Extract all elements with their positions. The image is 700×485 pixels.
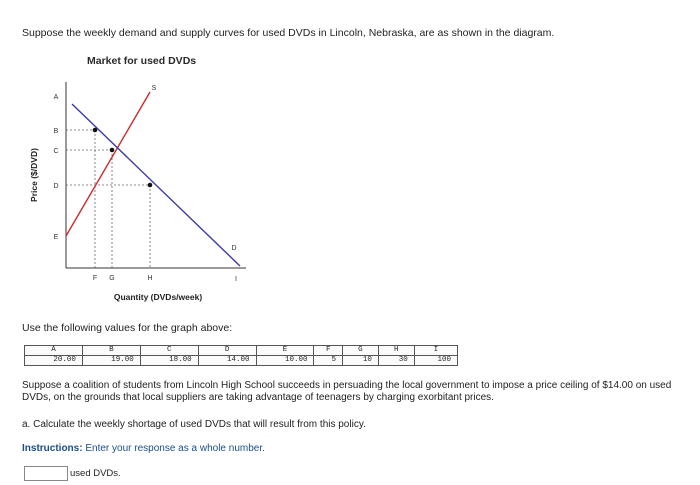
x-tick-h: H: [147, 275, 153, 282]
values-table: [24, 345, 458, 366]
y-tick-d: D: [53, 183, 59, 190]
values-cell-e: 10.00: [256, 356, 314, 366]
supply-label: S: [151, 85, 157, 92]
y-tick-a: A: [53, 94, 59, 101]
values-header-g: G: [343, 346, 379, 356]
question-text: Suppose the weekly demand and supply curves for used DVDs in Lincoln, Nebraska, are as shown in the diagram.: [22, 27, 555, 39]
values-heading: Use the following values for the graph above:: [22, 322, 233, 334]
instructions-label: Instructions:: [22, 443, 83, 454]
values-cell-i: 100: [414, 356, 457, 366]
answer-row: [24, 466, 121, 481]
point-d: [148, 183, 153, 188]
point-b: [93, 128, 98, 133]
x-tick-f: F: [92, 275, 98, 282]
values-cell-c: 18.00: [140, 356, 198, 366]
values-header-h: H: [378, 346, 414, 356]
values-header-c: C: [140, 346, 198, 356]
values-header-i: I: [414, 346, 457, 356]
instructions: [22, 443, 265, 454]
y-tick-b: B: [53, 128, 59, 135]
values-header-f: F: [314, 346, 343, 356]
x-tick-i: I: [235, 276, 237, 283]
instructions-text: Enter your response as a whole number.: [85, 443, 265, 454]
answer-unit: used DVDs.: [70, 468, 121, 479]
values-header-b: B: [82, 346, 140, 356]
values-header-e: E: [256, 346, 314, 356]
part-a-question: a. Calculate the weekly shortage of used DVDs that will result from this policy.: [22, 419, 366, 430]
x-tick-g: G: [109, 275, 115, 282]
values-data-row: [25, 356, 458, 366]
scenario-text: Suppose a coalition of students from Lincoln High School succeeds in persuading the local government to impose a price ceiling of $14.00 on used DVDs, on the grounds that local suppliers are taking advantage of teenagers by charging exorbitant prices.: [22, 380, 672, 403]
supply-curve: [66, 92, 150, 236]
values-cell-f: 5: [314, 356, 343, 366]
point-equilibrium: [110, 148, 115, 153]
x-axis-title: Quantity (DVDs/week): [113, 292, 203, 302]
y-axis-title: Price ($/DVD): [29, 148, 39, 202]
values-cell-h: 30: [378, 356, 414, 366]
values-cell-g: 10: [343, 356, 379, 366]
y-tick-c: C: [53, 148, 59, 155]
values-cell-b: 19.00: [82, 356, 140, 366]
values-header-row: [25, 346, 458, 356]
demand-label: D: [231, 245, 237, 252]
demand-curve: [72, 104, 240, 266]
values-header-a: A: [25, 346, 83, 356]
values-cell-a: 20.00: [25, 356, 83, 366]
chart-title: Market for used DVDs: [87, 55, 197, 67]
values-header-d: D: [198, 346, 256, 356]
shortage-answer-input[interactable]: [24, 466, 68, 481]
y-tick-e: E: [53, 234, 59, 241]
values-cell-d: 14.00: [198, 356, 256, 366]
